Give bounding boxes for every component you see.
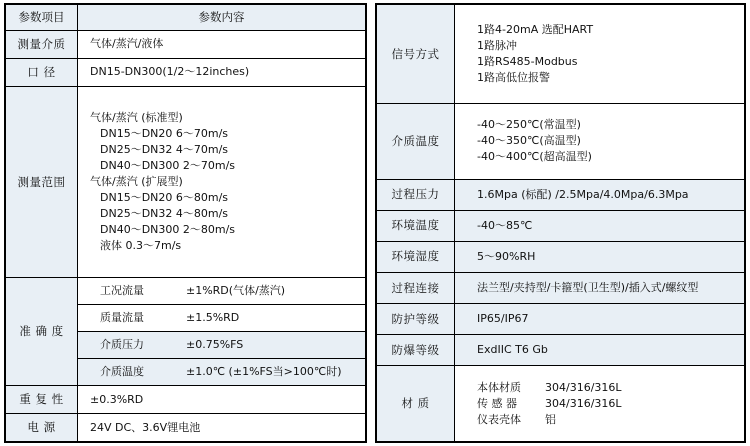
table-header-row bbox=[6, 5, 366, 31]
table-row bbox=[377, 103, 745, 179]
accuracy-medium-pressure bbox=[78, 332, 366, 359]
row-label-ambient-humidity: 环境湿度 bbox=[377, 241, 455, 272]
range-line-gas-std: 气体/蒸汽 (标准型) bbox=[90, 111, 183, 125]
signal-line-1: 1路4-20mA 选配HART bbox=[477, 22, 594, 36]
accuracy-working-flow-value: ±1%RD(气体/蒸汽) bbox=[186, 284, 286, 298]
range-line-6: DN40～DN300 2～80m/s bbox=[100, 222, 236, 236]
table-row bbox=[6, 278, 366, 305]
table-row bbox=[6, 31, 366, 59]
range-line-gas-ext: 气体/蒸汽 (扩展型) bbox=[90, 175, 183, 189]
signal-line-3: 1路RS485-Modbus bbox=[477, 54, 578, 68]
row-value-power: 24V DC、3.6V锂电池 bbox=[78, 414, 366, 442]
table-row bbox=[377, 241, 745, 272]
row-label-protection-grade: 防护等级 bbox=[377, 303, 455, 334]
row-value-ambient-humidity: 5～90%RH bbox=[455, 241, 745, 272]
accuracy-medium-temperature-value: ±1.0℃ (±1%FS当>100℃时) bbox=[186, 365, 342, 379]
table-row bbox=[377, 5, 745, 104]
material-housing-value: 铝 bbox=[545, 412, 557, 426]
table-row bbox=[377, 210, 745, 241]
range-line-2: DN25～DN32 4～70m/s bbox=[100, 143, 229, 157]
range-line-4: DN15～DN20 6～80m/s bbox=[100, 190, 229, 204]
material-sensor-value: 304/316/316L bbox=[545, 396, 622, 410]
material-housing-key: 仪表壳体 bbox=[477, 412, 522, 426]
right-spec-table bbox=[376, 4, 745, 442]
row-value-process-pressure: 1.6Mpa (标配) /2.5Mpa/4.0Mpa/6.3Mpa bbox=[455, 179, 745, 210]
accuracy-mass-flow-key: 质量流量 bbox=[100, 311, 144, 325]
accuracy-working-flow bbox=[78, 278, 366, 305]
material-sensor-key: 传 感 器 bbox=[477, 396, 518, 410]
row-label-signal-type: 信号方式 bbox=[377, 5, 455, 104]
header-param-content: 参数内容 bbox=[78, 5, 366, 31]
row-label-accuracy: 准 确 度 bbox=[6, 278, 78, 386]
row-label-repeatability: 重 复 性 bbox=[6, 386, 78, 414]
table-row bbox=[6, 386, 366, 414]
table-row bbox=[6, 414, 366, 442]
material-housing bbox=[477, 412, 739, 428]
row-value-ambient-temperature: -40～85℃ bbox=[455, 210, 745, 241]
table-row bbox=[377, 179, 745, 210]
material-body bbox=[477, 380, 739, 396]
row-label-process-connection: 过程连接 bbox=[377, 272, 455, 303]
table-row bbox=[377, 366, 745, 442]
row-value-medium-temperature bbox=[455, 103, 745, 179]
range-line-3: DN40～DN300 2～70m/s bbox=[100, 159, 236, 173]
accuracy-medium-pressure-key: 介质压力 bbox=[100, 338, 144, 352]
medium-temp-line-3: -40～400℃(超高温型) bbox=[477, 150, 592, 164]
range-line-1: DN15～DN20 6～70m/s bbox=[100, 127, 229, 141]
range-line-5: DN25～DN32 4～80m/s bbox=[100, 206, 229, 220]
row-value-diameter: DN15-DN300(1/2～12inches) bbox=[78, 58, 366, 86]
accuracy-medium-temperature-key: 介质温度 bbox=[100, 365, 144, 379]
accuracy-mass-flow bbox=[78, 305, 366, 332]
row-value-protection-grade: IP65/IP67 bbox=[455, 303, 745, 334]
accuracy-medium-pressure-value: ±0.75%FS bbox=[186, 338, 244, 352]
row-label-range: 测量范围 bbox=[6, 86, 78, 277]
row-label-power: 电 源 bbox=[6, 414, 78, 442]
row-label-medium: 测量介质 bbox=[6, 31, 78, 59]
medium-temp-line-1: -40～250℃(常温型) bbox=[477, 118, 581, 132]
row-value-signal-type bbox=[455, 5, 745, 104]
table-row bbox=[377, 303, 745, 334]
material-body-key: 本体材质 bbox=[477, 380, 522, 394]
material-body-value: 304/316/316L bbox=[545, 380, 622, 394]
accuracy-medium-temperature bbox=[78, 359, 366, 386]
row-label-material: 材 质 bbox=[377, 366, 455, 442]
signal-line-2: 1路脉冲 bbox=[477, 38, 518, 52]
row-label-diameter: 口 径 bbox=[6, 58, 78, 86]
row-label-explosion-proof-grade: 防爆等级 bbox=[377, 335, 455, 366]
row-value-material bbox=[455, 366, 745, 442]
row-value-range bbox=[78, 86, 366, 277]
row-value-process-connection: 法兰型/夹持型/卡箍型(卫生型)/插入式/螺纹型 bbox=[455, 272, 745, 303]
table-row bbox=[377, 335, 745, 366]
header-param-item: 参数项目 bbox=[6, 5, 78, 31]
row-value-explosion-proof-grade: ExdIIC T6 Gb bbox=[455, 335, 745, 366]
accuracy-mass-flow-value: ±1.5%RD bbox=[186, 311, 240, 325]
table-row bbox=[377, 272, 745, 303]
left-spec-panel bbox=[4, 3, 367, 443]
row-label-process-pressure: 过程压力 bbox=[377, 179, 455, 210]
row-label-ambient-temperature: 环境温度 bbox=[377, 210, 455, 241]
range-line-liquid: 液体 0.3～7m/s bbox=[100, 238, 182, 252]
material-sensor bbox=[477, 396, 739, 412]
table-row bbox=[6, 86, 366, 277]
row-value-repeatability: ±0.3%RD bbox=[78, 386, 366, 414]
left-spec-table bbox=[5, 4, 366, 442]
right-spec-panel bbox=[375, 3, 746, 443]
accuracy-working-flow-key: 工况流量 bbox=[100, 284, 144, 298]
row-value-medium: 气体/蒸汽/液体 bbox=[78, 31, 366, 59]
table-row bbox=[6, 58, 366, 86]
medium-temp-line-2: -40～350℃(高温型) bbox=[477, 134, 581, 148]
signal-line-4: 1路高低位报警 bbox=[477, 70, 551, 84]
row-label-medium-temperature: 介质温度 bbox=[377, 103, 455, 179]
